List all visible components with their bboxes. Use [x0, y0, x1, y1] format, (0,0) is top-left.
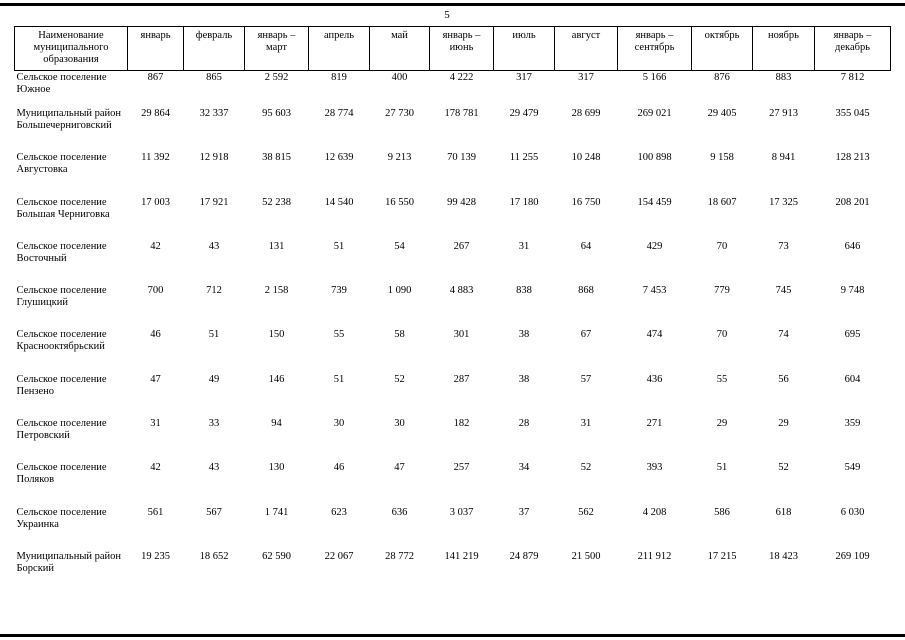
- value-cell: 14 540: [324, 196, 354, 208]
- value-cell: 46: [333, 462, 345, 474]
- bottom-rule: [0, 634, 905, 637]
- value-cell: 400: [391, 72, 408, 83]
- value-cell: 745: [775, 285, 792, 297]
- value-cell: 73: [778, 240, 789, 252]
- municipality-name: Сельское поселение Украинка: [16, 506, 107, 530]
- value-cell: 42: [150, 462, 161, 474]
- value-cell: 51: [208, 329, 220, 341]
- table-row: [15, 240, 891, 284]
- value-cell: 100 898: [637, 152, 672, 164]
- value-cell: 37: [518, 506, 530, 518]
- column-header: февраль: [184, 27, 245, 71]
- value-cell: 317: [516, 72, 532, 83]
- column-header-name: Наименование муниципального образования: [15, 27, 128, 71]
- value-cell: 29 405: [707, 108, 737, 119]
- value-cell: 6 030: [840, 506, 865, 518]
- value-cell: 562: [578, 506, 594, 518]
- value-cell: 31: [518, 240, 530, 252]
- municipality-name: Сельское поселение Южное: [16, 72, 107, 95]
- value-cell: 95 603: [262, 108, 291, 119]
- value-cell: 17 215: [707, 550, 737, 562]
- value-cell: 17 325: [769, 196, 798, 208]
- municipality-name: Сельское поселение Пензено: [16, 373, 107, 397]
- column-header: август: [555, 27, 618, 71]
- value-cell: 636: [391, 506, 408, 518]
- value-cell: 70: [716, 329, 728, 341]
- value-cell: 38: [518, 329, 530, 341]
- value-cell: 838: [516, 285, 532, 297]
- municipality-name: Сельское поселение Поляков: [16, 462, 107, 486]
- value-cell: 17 921: [199, 196, 229, 208]
- value-cell: 21 500: [571, 550, 601, 562]
- value-cell: 128 213: [835, 152, 870, 164]
- value-cell: 49: [208, 373, 220, 385]
- value-cell: 208 201: [835, 196, 870, 208]
- value-cell: 586: [714, 506, 730, 518]
- value-cell: 287: [453, 373, 470, 385]
- value-cell: 30: [394, 418, 405, 430]
- value-cell: 271: [646, 418, 663, 430]
- value-cell: 474: [646, 329, 663, 341]
- value-cell: 99 428: [447, 196, 476, 208]
- value-cell: 55: [716, 373, 728, 385]
- column-header: январь – март: [245, 27, 309, 71]
- value-cell: 393: [646, 462, 663, 474]
- value-cell: 182: [453, 418, 470, 430]
- value-cell: 178 781: [444, 108, 479, 119]
- value-cell: 11 255: [509, 152, 539, 164]
- value-cell: 27 730: [385, 108, 414, 119]
- value-cell: 27 913: [769, 108, 798, 119]
- value-cell: 51: [716, 462, 728, 474]
- value-cell: 34: [518, 462, 530, 474]
- value-cell: 62 590: [262, 550, 291, 562]
- value-cell: 700: [147, 285, 164, 297]
- top-rule: [0, 3, 905, 6]
- municipality-name: Сельское поселение Глушицкий: [16, 285, 107, 309]
- column-header: январь – сентябрь: [618, 27, 692, 71]
- column-header: октябрь: [692, 27, 753, 71]
- value-cell: 257: [453, 462, 470, 474]
- municipality-name: Муниципальный район Большечерниговский: [16, 108, 122, 131]
- statistics-table: [14, 26, 891, 594]
- value-cell: 47: [150, 373, 161, 385]
- value-cell: 10 248: [571, 152, 601, 164]
- column-header: январь – июнь: [430, 27, 494, 71]
- table-row: [15, 284, 891, 328]
- value-cell: 211 912: [637, 550, 672, 562]
- value-cell: 4 222: [449, 72, 474, 83]
- value-cell: 51: [333, 240, 345, 252]
- value-cell: 819: [331, 72, 347, 83]
- value-cell: 436: [646, 373, 663, 385]
- value-cell: 867: [147, 72, 164, 83]
- value-cell: 646: [844, 240, 861, 252]
- value-cell: 131: [268, 240, 285, 252]
- value-cell: 5 166: [642, 72, 667, 83]
- value-cell: 2 158: [264, 285, 289, 297]
- value-cell: 12 918: [199, 152, 229, 164]
- value-cell: 28 774: [324, 108, 354, 119]
- value-cell: 31: [580, 418, 592, 430]
- municipality-name: Сельское поселение Большая Черниговка: [16, 196, 110, 220]
- value-cell: 55: [333, 329, 345, 341]
- value-cell: 30: [333, 418, 345, 430]
- table-row: [15, 71, 891, 108]
- value-cell: 4 883: [449, 285, 474, 297]
- value-cell: 567: [206, 506, 222, 518]
- value-cell: 355 045: [835, 108, 870, 119]
- value-cell: 29 864: [141, 108, 170, 119]
- value-cell: 17 180: [509, 196, 539, 208]
- value-cell: 43: [208, 462, 220, 474]
- value-cell: 141 219: [444, 550, 479, 562]
- value-cell: 359: [844, 418, 861, 430]
- value-cell: 604: [844, 373, 861, 385]
- value-cell: 317: [578, 72, 594, 83]
- column-header: январь: [128, 27, 184, 71]
- value-cell: 33: [208, 418, 220, 430]
- value-cell: 67: [580, 329, 592, 341]
- value-cell: 52: [580, 462, 592, 474]
- value-cell: 32 337: [199, 108, 229, 119]
- value-cell: 779: [714, 285, 730, 297]
- value-cell: 11 392: [141, 152, 170, 164]
- municipality-name: Сельское поселение Краснооктябрьский: [16, 329, 107, 353]
- value-cell: 38 815: [262, 152, 291, 164]
- value-cell: 9 158: [710, 152, 734, 164]
- value-cell: 7 453: [642, 285, 667, 297]
- value-cell: 7 812: [840, 72, 865, 83]
- column-header: ноябрь: [753, 27, 815, 71]
- value-cell: 43: [208, 240, 220, 252]
- value-cell: 883: [775, 72, 792, 83]
- value-cell: 16 750: [571, 196, 601, 208]
- value-cell: 16 550: [385, 196, 414, 208]
- table-body: [15, 71, 891, 595]
- value-cell: 19 235: [141, 550, 170, 562]
- value-cell: 695: [844, 329, 861, 341]
- value-cell: 18 607: [707, 196, 737, 208]
- value-cell: 17 003: [141, 196, 170, 208]
- value-cell: 150: [268, 329, 285, 341]
- table-row: [15, 196, 891, 240]
- value-cell: 9 748: [840, 285, 865, 297]
- value-cell: 31: [150, 418, 161, 430]
- column-header: май: [370, 27, 430, 71]
- value-cell: 712: [206, 285, 222, 297]
- value-cell: 429: [646, 240, 663, 252]
- value-cell: 64: [580, 240, 592, 252]
- value-cell: 94: [271, 418, 282, 430]
- value-cell: 301: [453, 329, 470, 341]
- value-cell: 561: [147, 506, 164, 518]
- value-cell: 51: [333, 373, 345, 385]
- value-cell: 22 067: [324, 550, 354, 562]
- value-cell: 269 109: [835, 550, 870, 562]
- value-cell: 154 459: [637, 196, 672, 208]
- value-cell: 52 238: [262, 196, 291, 208]
- value-cell: 52: [778, 462, 789, 474]
- value-cell: 269 021: [637, 108, 672, 119]
- value-cell: 739: [331, 285, 347, 297]
- table-row: [15, 417, 891, 461]
- municipality-name: Сельское поселение Петровский: [16, 418, 107, 442]
- value-cell: 29 479: [509, 108, 539, 119]
- column-header: июль: [494, 27, 555, 71]
- value-cell: 130: [268, 462, 285, 474]
- value-cell: 868: [578, 285, 594, 297]
- value-cell: 618: [775, 506, 792, 518]
- value-cell: 4 208: [642, 506, 667, 518]
- value-cell: 3 037: [449, 506, 474, 518]
- value-cell: 29: [716, 418, 728, 430]
- value-cell: 28: [518, 418, 530, 430]
- table-row: [15, 461, 891, 505]
- value-cell: 29: [778, 418, 789, 430]
- table-row: [15, 373, 891, 417]
- value-cell: 1 741: [264, 506, 289, 518]
- value-cell: 146: [268, 373, 285, 385]
- municipality-name: Сельское поселение Августовка: [16, 152, 107, 176]
- header-row: [15, 27, 891, 71]
- value-cell: 24 879: [509, 550, 539, 562]
- column-header: январь – декабрь: [815, 27, 891, 71]
- value-cell: 18 652: [199, 550, 229, 562]
- value-cell: 46: [150, 329, 161, 341]
- table-row: [15, 107, 891, 151]
- value-cell: 52: [394, 373, 405, 385]
- value-cell: 2 592: [264, 72, 289, 83]
- municipality-name: Сельское поселение Восточный: [16, 240, 107, 264]
- column-header: апрель: [309, 27, 370, 71]
- value-cell: 8 941: [771, 152, 796, 164]
- table-row: [15, 550, 891, 594]
- value-cell: 74: [778, 329, 789, 341]
- table-row: [15, 151, 891, 195]
- municipality-name: Муниципальный район Борский: [16, 550, 122, 574]
- value-cell: 876: [714, 72, 730, 83]
- value-cell: 47: [394, 462, 405, 474]
- table-row: [15, 506, 891, 550]
- value-cell: 54: [394, 240, 405, 252]
- value-cell: 38: [518, 373, 530, 385]
- table-row: [15, 328, 891, 372]
- value-cell: 9 213: [387, 152, 412, 164]
- value-cell: 70: [716, 240, 728, 252]
- value-cell: 18 423: [769, 550, 798, 562]
- page-number: 5: [444, 9, 450, 21]
- value-cell: 56: [778, 373, 789, 385]
- value-cell: 58: [394, 329, 405, 341]
- value-cell: 549: [844, 462, 861, 474]
- value-cell: 12 639: [324, 152, 354, 164]
- value-cell: 28 699: [571, 108, 601, 119]
- value-cell: 42: [150, 240, 161, 252]
- value-cell: 57: [580, 373, 592, 385]
- value-cell: 70 139: [447, 152, 476, 164]
- value-cell: 28 772: [385, 550, 414, 562]
- value-cell: 267: [453, 240, 470, 252]
- value-cell: 865: [206, 72, 222, 83]
- value-cell: 1 090: [387, 285, 412, 297]
- value-cell: 623: [331, 506, 347, 518]
